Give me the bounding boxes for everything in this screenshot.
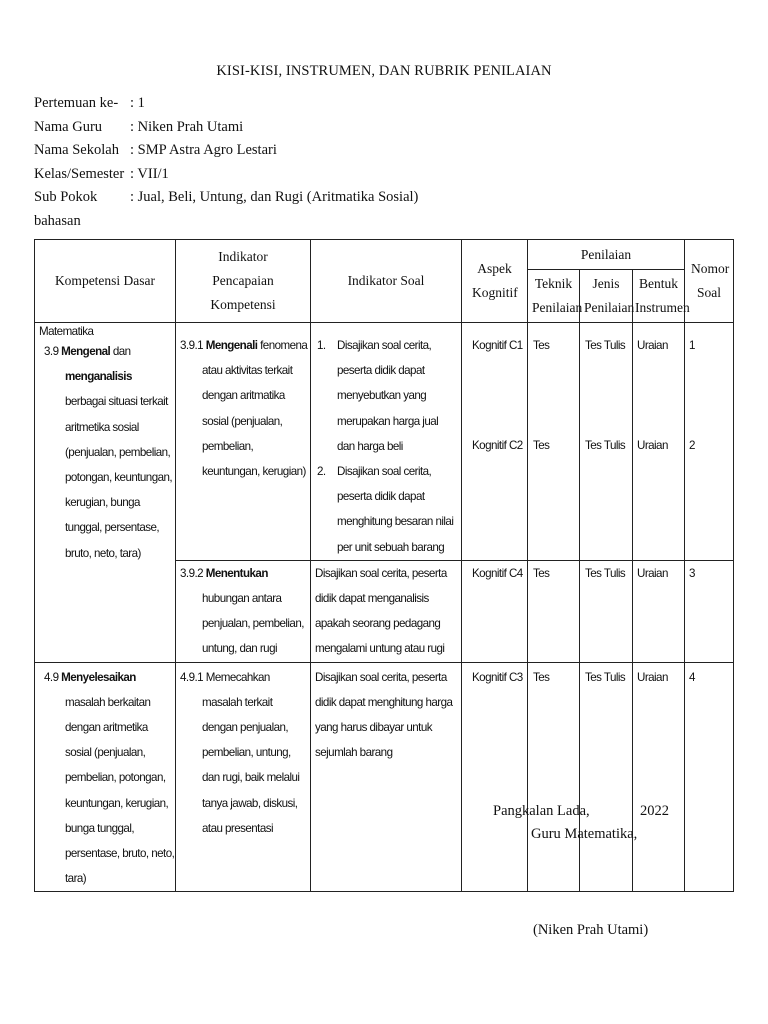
aspek-value: Kognitif C4 [472, 566, 523, 580]
kd-connector: dan [112, 345, 131, 358]
header-aspek-kognitif: Aspek Kognitif [462, 240, 528, 323]
soal-text: Disajikan soal cerita, peserta didik dapat menganalisis apakah seorang pedagang mengalami untung atau rugi [315, 566, 447, 656]
teknik-value: Tes [533, 670, 550, 684]
soal-text: Disajikan soal cerita, peserta didik dapat menghitung harga yang harus dibayar untuk sejumlah barang [315, 670, 453, 760]
info-value: : 1 [130, 95, 145, 111]
info-row-pertemuan [34, 92, 418, 116]
header-indikator-soal: Indikator Soal [311, 240, 462, 323]
ipk-3-9-2-text [176, 561, 310, 662]
kd-description: berbagai situasi terkait aritmetika sosial (penjualan, pembelian, potongan, keuntungan, kerugian, bunga tunggal, persentase, bruto, neto, tara) [65, 395, 173, 560]
jenis-cell [580, 560, 633, 662]
kd-keyword: Mengenal [61, 345, 111, 358]
bentuk-value: Uraian [637, 670, 668, 684]
soal-text: Disajikan soal cerita, peserta didik dapat menyebutkan yang merupakan harga jual dan harga beli [337, 339, 439, 453]
ipk-cell-4-9-1 [176, 662, 311, 892]
footer-role: Guru Matematika, [531, 826, 638, 842]
aspek-cell [462, 323, 528, 561]
ipk-description: Memecahkan masalah terkait dengan penjualan, pembelian, untung, dan rugi, baik melalui tanya jawab, diskusi, atau presentasi [202, 670, 300, 835]
info-label: Kelas/Semester [34, 165, 125, 182]
kd-3-9-text [35, 339, 175, 566]
info-label: Pertemuan ke- [34, 95, 119, 111]
nomor-value: 1 [689, 339, 695, 352]
bentuk-value: Uraian [637, 439, 668, 453]
ipk-4-9-1-text [176, 665, 310, 841]
jenis-value: Tes Tulis [585, 439, 626, 453]
jenis-value: Tes Tulis [585, 670, 626, 684]
ipk-3-9-1-text [176, 333, 310, 484]
kd-keyword: Menyelesaikan [61, 670, 136, 684]
kd-number: 3.9 [44, 345, 59, 358]
kd-cell-3-9 [35, 323, 176, 663]
teknik-cell [528, 662, 580, 892]
kd-keyword: menganalisis [65, 370, 132, 384]
aspek-value: Kognitif C2 [472, 439, 523, 453]
info-block [34, 92, 418, 233]
bentuk-value: Uraian [637, 339, 668, 352]
info-value: : SMP Astra Agro Lestari [130, 142, 277, 158]
header-penilaian: Penilaian [528, 240, 685, 270]
info-label: Nama Sekolah [34, 142, 119, 158]
teknik-cell [528, 560, 580, 662]
nomor-cell [685, 323, 734, 561]
soal-number: 1. [317, 339, 326, 352]
document-title: KISI-KISI, INSTRUMEN, DAN RUBRIK PENILAIAN [216, 63, 552, 79]
bentuk-cell [633, 323, 685, 561]
info-row-kelas [34, 163, 418, 187]
header-ipk: Indikator Pencapaian Kompetensi [176, 240, 311, 323]
bentuk-cell [633, 662, 685, 892]
header-nomor-soal: Nomor Soal [685, 240, 734, 323]
jenis-value: Tes Tulis [585, 566, 626, 580]
soal-number: 2. [317, 465, 326, 479]
soal-cell-3 [311, 560, 462, 662]
jenis-cell [580, 662, 633, 892]
nomor-value: 4 [689, 670, 695, 684]
kd-description: masalah berkaitan dengan aritmetika sosial (penjualan, pembelian, potongan, keuntungan, kerugian, bunga tunggal, persentase, bruto, neto, tara) [65, 695, 175, 886]
aspek-cell [462, 662, 528, 892]
aspek-cell [462, 560, 528, 662]
header-teknik-penilaian: Teknik Penilaian [528, 270, 580, 323]
signature-name: (Niken Prah Utami) [533, 922, 649, 938]
bentuk-cell [633, 560, 685, 662]
header-bentuk-instrumen: Bentuk Instrumen [633, 270, 685, 323]
teknik-value: Tes [533, 339, 550, 352]
ipk-description: fenomena atau aktivitas terkait dengan aritmatika sosial (penjualan, pembelian, keuntungan, kerugian) [202, 339, 308, 479]
soal-item-2 [311, 459, 461, 560]
info-value: : Niken Prah Utami [130, 118, 244, 135]
info-row-sekolah [34, 139, 418, 163]
info-row-subpokok [34, 186, 418, 233]
ipk-number: 3.9.2 [180, 566, 204, 580]
ipk-cell-3-9-2 [176, 560, 311, 662]
header-jenis-penilaian: Jenis Penilaian [580, 270, 633, 323]
aspek-value: Kognitif C3 [472, 670, 523, 684]
soal-cell-1-2 [311, 323, 462, 561]
footer-place: Pangkalan Lada, [493, 803, 590, 819]
kd-cell-4-9 [35, 662, 176, 892]
ipk-number: 3.9.1 [180, 339, 204, 352]
header-kompetensi-dasar: Kompetensi Dasar [35, 240, 176, 323]
soal-item-1 [311, 333, 461, 459]
kd-number: 4.9 [44, 670, 59, 684]
aspek-value: Kognitif C1 [472, 339, 523, 352]
nomor-cell [685, 560, 734, 662]
info-row-guru [34, 116, 418, 140]
kisi-kisi-table [34, 239, 734, 892]
ipk-number: 4.9.1 [180, 670, 204, 684]
subject-label: Matematika [39, 325, 94, 338]
ipk-keyword: Mengenali [205, 339, 258, 352]
info-label: Nama Guru [34, 118, 103, 135]
info-label: Sub Pokok bahasan [34, 189, 98, 229]
jenis-cell [580, 323, 633, 561]
bentuk-value: Uraian [637, 566, 668, 580]
ipk-keyword: Menentukan [205, 566, 268, 580]
teknik-value: Tes [533, 439, 550, 453]
teknik-cell [528, 323, 580, 561]
nomor-value: 2 [689, 439, 695, 453]
teknik-value: Tes [533, 566, 550, 580]
footer-year: 2022 [640, 803, 669, 819]
nomor-cell [685, 662, 734, 892]
kd-4-9-text [35, 665, 175, 892]
info-value: : Jual, Beli, Untung, dan Rugi (Aritmatika Sosial) [130, 189, 419, 205]
soal-text: Disajikan soal cerita, peserta didik dapat menghitung besaran nilai per unit sebuah barang [337, 465, 454, 554]
ipk-description: hubungan antara penjualan, pembelian, untung, dan rugi [202, 592, 304, 656]
ipk-cell-3-9-1 [176, 323, 311, 561]
info-value: : VII/1 [130, 165, 169, 182]
soal-cell-4 [311, 662, 462, 892]
nomor-value: 3 [689, 566, 695, 580]
jenis-value: Tes Tulis [585, 339, 626, 352]
